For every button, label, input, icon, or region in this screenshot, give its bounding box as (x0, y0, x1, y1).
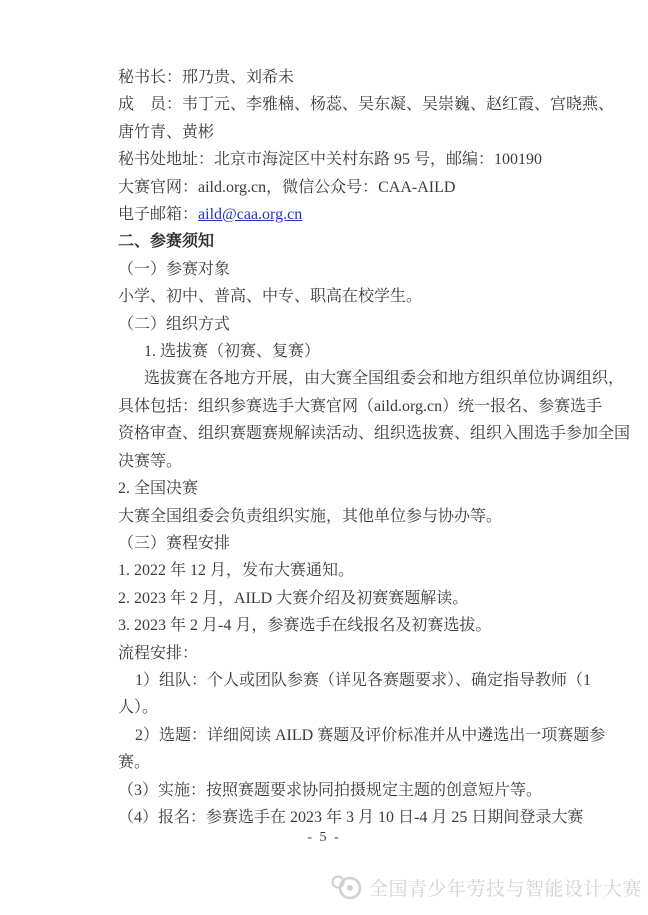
subheading-entry-target: （一）参赛对象 (118, 260, 231, 278)
line-email (118, 201, 638, 228)
subheading-organization-method: （二）组织方式 (118, 315, 231, 333)
line-process-implementation: （3）实施：按照赛题要求协同拍摄规定主题的创意短片等。 (118, 781, 543, 799)
email-link[interactable]: aild@caa.org.cn (198, 206, 303, 224)
line-schedule-2: 2. 2023 年 2 月，AILD 大赛介绍及初赛赛题解读。 (118, 589, 469, 607)
line-members: 成 员：韦丁元、李雅楠、杨蕊、吴东凝、吴崇巍、赵红霞、宫晓燕、 (118, 96, 615, 114)
email-label: 电子邮箱： (118, 206, 199, 224)
line-members-continued: 唐竹青、黄彬 (118, 123, 215, 141)
line-process-team-1: 1）组队：个人或团队参赛（详见各赛题要求）、确定指导教师（1 (135, 671, 592, 689)
line-process-topic-1: 2）选题：详细阅读 AILD 赛题及评价标准并从中遴选出一项赛题参 (135, 726, 606, 744)
line-selection-desc-4: 决赛等。 (118, 452, 183, 470)
watermark (330, 873, 642, 901)
subheading-schedule: （三）赛程安排 (118, 534, 231, 552)
line-secretary-general: 秘书长：邢乃贵、刘希未 (118, 69, 295, 86)
line-selection-desc-3: 资格审查、组织赛题赛规解读活动、组织选拔赛、组织入围选手参加全国 (118, 425, 631, 443)
line-process-registration: （4）报名：参赛选手在 2023 年 3 月 10 日-4 月 25 日期间登录大赛 (118, 808, 584, 826)
line-entry-target: 小学、初中、普高、中专、职高在校学生。 (118, 288, 423, 306)
line-national-final-title: 2. 全国决赛 (118, 480, 199, 498)
line-selection-desc-2: 具体包括：组织参赛选手大赛官网（aild.org.cn）统一报名、参赛选手 (118, 397, 603, 415)
line-process-team-2: 人）。 (118, 699, 159, 717)
page-number: - 5 - (307, 830, 341, 845)
line-schedule-1: 1. 2022 年 12 月，发布大赛通知。 (118, 562, 355, 580)
line-process-heading: 流程安排： (118, 644, 199, 662)
line-process-topic-2: 赛。 (118, 754, 151, 772)
heading-entry-notice: 二、参赛须知 (118, 233, 215, 251)
line-selection-desc-1: 选拔赛在各地方开展，由大赛全国组委会和地方组织单位协调组织， (144, 370, 625, 388)
contest-logo-icon (330, 873, 364, 901)
document-body (118, 64, 638, 831)
line-schedule-3: 3. 2023 年 2 月-4 月，参赛选手在线报名及初赛选拔。 (118, 617, 492, 635)
line-official-website: 大赛官网：aild.org.cn，微信公众号：CAA-AILD (118, 178, 456, 196)
line-secretariat-address: 秘书处地址：北京市海淀区中关村东路 95 号，邮编：100190 (118, 151, 543, 169)
watermark-text: 全国青少年劳技与智能设计大赛 (368, 878, 642, 900)
line-national-final-desc: 大赛全国组委会负责组织实施，其他单位参与协办等。 (118, 507, 503, 525)
line-selection-round-title: 1. 选拔赛（初赛、复赛） (144, 343, 321, 361)
